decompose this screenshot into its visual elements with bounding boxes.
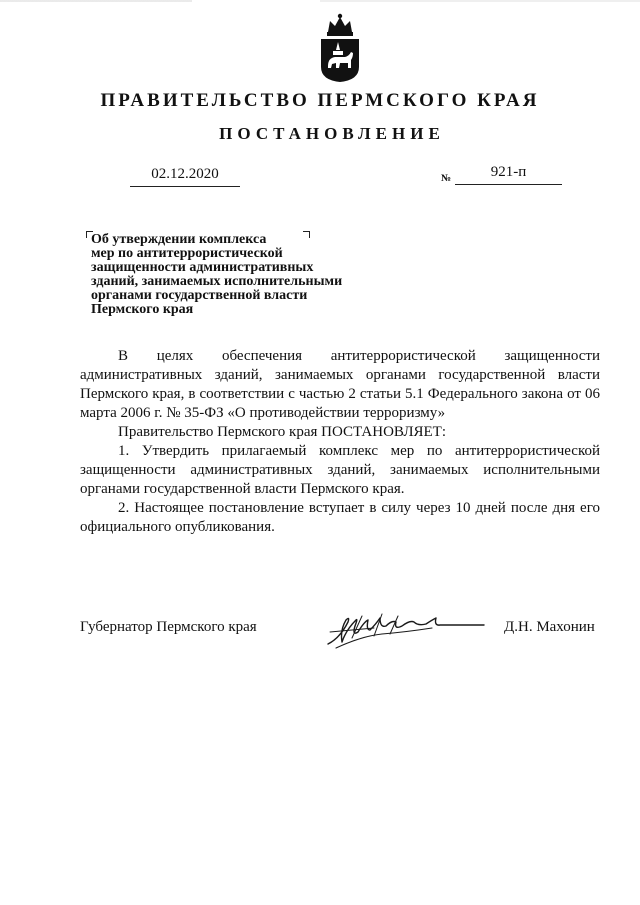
- document-date: 02.12.2020: [130, 166, 240, 187]
- scan-edge: [0, 0, 640, 2]
- handwritten-signature-icon: [322, 608, 487, 650]
- document-body: [80, 347, 600, 537]
- subject-line: защищенности административных: [91, 260, 314, 275]
- signer-title: Губернатор Пермского края: [80, 619, 257, 635]
- document-type: ПОСТАНОВЛЕНИЕ: [219, 124, 445, 143]
- body-paragraph: Правительство Пермского края ПОСТАНОВЛЯЕТ:: [118, 424, 447, 440]
- subject-line: Об утверждении комплекса: [91, 232, 267, 247]
- body-paragraph: 2. Настоящее постановление вступает в силу через 10 дней после дня его официального опубликования.: [80, 500, 600, 535]
- government-title: ПРАВИТЕЛЬСТВО ПЕРМСКОГО КРАЯ: [100, 90, 540, 111]
- document-number: 921-п: [455, 164, 562, 185]
- subject-line: мер по антитеррористической: [91, 246, 283, 261]
- document-subject: [91, 233, 381, 317]
- number-sign: №: [441, 173, 452, 184]
- subject-line: зданий, занимаемых исполнительными: [91, 274, 343, 289]
- signer-name: Д.Н. Махонин: [504, 619, 595, 635]
- subject-line: органами государственной власти: [91, 288, 308, 303]
- perm-krai-coat-of-arms-icon: [318, 12, 362, 84]
- body-paragraph: 1. Утвердить прилагаемый комплекс мер по антитеррористической защищенности административных зданий, занимаемых исполнительными органами государственной власти Пермского края.: [80, 443, 600, 497]
- body-paragraph: В целях обеспечения антитеррористической защищенности административных зданий, занимаемых органами государственной власти Пермского края, в соответствии с частью 2 статьи 5.1 Федерального закона от 06 марта 2006 г. № 35-ФЗ «О противодействии терроризму»: [80, 348, 600, 421]
- subject-line: Пермского края: [91, 302, 194, 317]
